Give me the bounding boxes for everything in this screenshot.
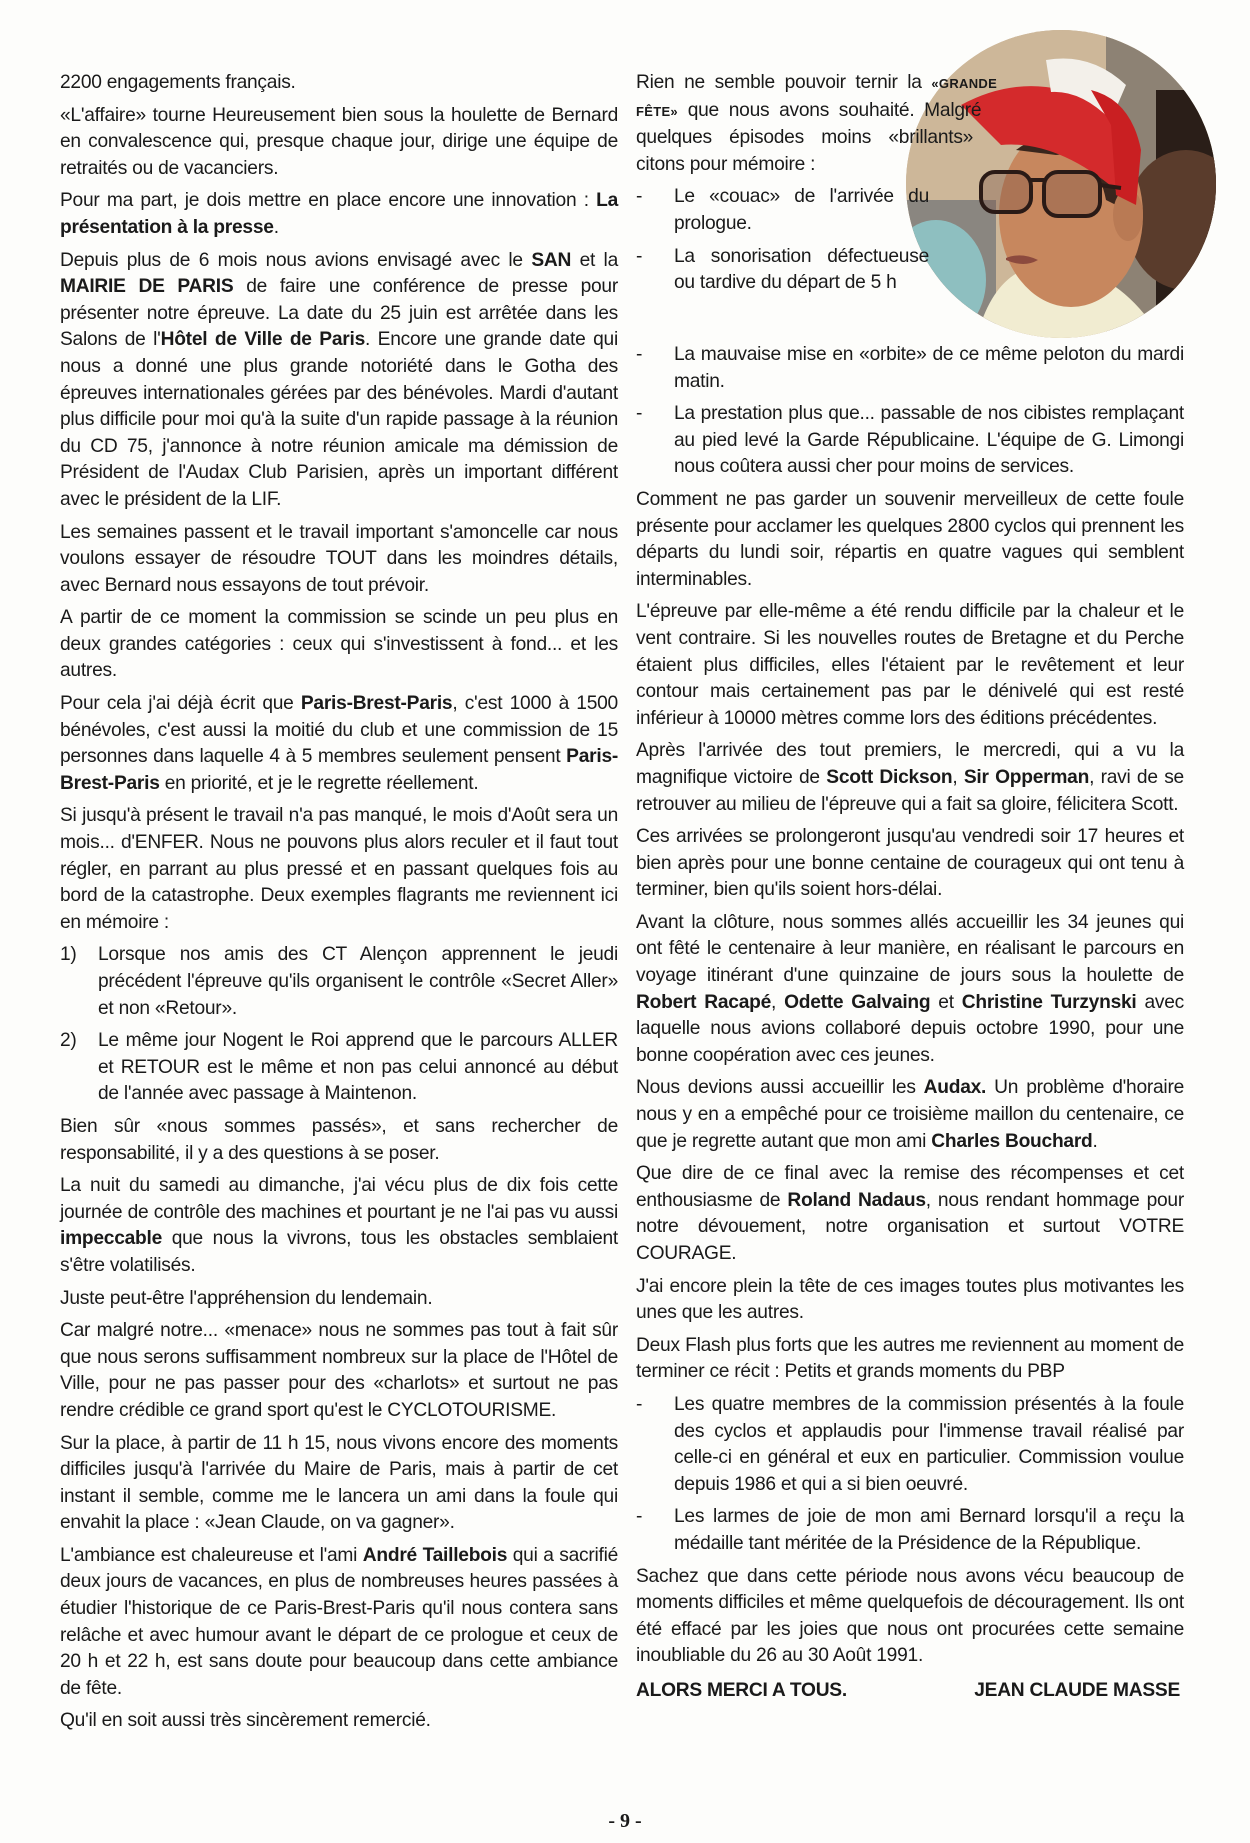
right-column [636,70,1184,1705]
text: . [273,216,279,238]
text: que nous la vivrons, tous les obstacles semblaient s'être volatilisés. [60,1228,618,1276]
text: Un problème d'horaire nous y en a empêché pour ce troisième maillon du centenaire, ce que je regrette autant que mon ami [636,1077,1185,1152]
text: et [930,991,962,1013]
paragraph [60,70,618,97]
paragraph [60,605,618,685]
author-signature: JEAN CLAUDE MASSE [974,1679,1180,1701]
text: Avant la clôture, nous sommes allés accueillir les 34 jeunes qui ont fêté le centenaire à leur manière, en réalisant le parcours en voyage itinérant d'une quinzaine de jours sous la houlette de [636,911,1184,987]
text: Comment ne pas garder un souvenir merveilleux de cette foule présente pour acclamer les quelques 2800 cyclos qui prennent les départs du lundi soir, répartis en quatre vagues qui semblent interminables. [636,488,1184,590]
paragraph [60,520,618,600]
bold-text: La présentation à la presse [60,190,618,238]
text: en priorité, et je le regrette réellement. [159,772,479,794]
dash-item [636,184,929,237]
bold-text: impeccable [60,1228,163,1250]
text: , [771,991,785,1013]
paragraph [636,738,1184,818]
paragraph [636,1274,1184,1327]
text: avec laquelle nous avions collaboré depuis octobre 1990, pour une bonne coopération avec ces jeunes. [636,991,1184,1066]
text: Rien ne semble pouvoir ternir la [636,72,932,93]
paragraph [636,487,1184,593]
bold-text: Roland Nadaus [787,1189,926,1211]
paragraph [636,1161,1184,1267]
text: , [952,766,964,788]
numbered-item [60,1028,618,1108]
item-number: 1) [60,944,77,966]
dash-item [636,244,929,297]
paragraph [60,1286,618,1313]
text: Sachez que dans cette période nous avons vécu beaucoup de moments difficiles et même quelquefois de découragement. Ils ont été effacé par les joies que nous ont procurées cette semaine inoubliable du 26 au 30 Août 1991. [636,1565,1184,1667]
text: , c'est 1000 à 1500 bénévoles, c'est aussi la moitié du club et une commission de 15 personnes dans laquelle 4 à 5 membres seulement pensent [60,693,618,768]
signature-line [636,1678,1184,1705]
text: que nous avons souhaité. Malgré quelques épisodes moins «brillants» citons pour mémoire : [636,99,982,175]
paragraph [636,1075,1184,1155]
paragraph [60,1173,618,1279]
text: et la [571,249,618,271]
item-text: Les larmes de joie de mon ami Bernard lorsqu'il a reçu la médaille tant méritée de la Présidence de la République. [674,1506,1184,1554]
paragraph [60,803,618,936]
text: de faire une conférence de presse pour présenter notre épreuve. La date du 25 juin est arrêtée dans les Salons de l' [60,276,618,351]
text: Deux Flash plus forts que les autres me reviennent au moment de terminer ce récit : Petits et grands moments du PBP [636,1334,1184,1383]
text: qui a sacrifié deux jours de vacances, en plus de nombreuses heures passées à étudier l'historique de ce Paris-Brest-Paris qu'il nous contera sans relâche et avec humour avant le départ de ce prologue et ceux de 20 h et 22 h, est sans doute pour beaucoup dans cette ambiance de fête. [60,1544,619,1699]
dash-marker: - [636,403,643,425]
text: . [1092,1130,1098,1152]
text: J'ai encore plein la tête de ces images toutes plus motivantes les unes que les autres. [636,1275,1184,1324]
text: . Encore une grande date qui nous a donné une plus grande notoriété dans le Gotha des épreuves internationales gérées par des bénévoles. Mardi d'autant plus difficile pour moi qu'à la suite d'un rapide passage à la réunion du CD 75, j'annonce à notre réunion amicale ma démission de Président de l'Audax Club Parisien, après un important différent avec le président de la LIF. [60,329,618,510]
numbered-item [60,942,618,1022]
item-text: Lorsque nos amis des CT Alençon apprennent le jeudi précédent l'épreuve qu'ils organisent le contrôle «Secret Aller» et non «Retour». [98,944,618,1019]
text: Sur la place, à partir de 11 h 15, nous vivons encore des moments difficiles jusqu'à l'arrivée du Maire de Paris, mais à partir de cet instant il semble, comme me le lancera un ami dans la foule qui envahit la place : «Jean Claude, on va gagner». [60,1432,618,1534]
text: L'épreuve par elle-même a été rendu difficile par la chaleur et le vent contraire. Si les nouvelles routes de Bretagne et du Perche étaient plus difficiles, elles l'étaient par le revêtement et leur contour mais certainement pas par le dénivelé qui est resté inférieur à 10000 mètres comme lors des éditions précédentes. [636,601,1184,729]
text: , nous rendant hommage pour notre dévouement, notre organisation et surtout VOTRE COURAGE. [636,1189,1184,1264]
bold-text: Audax. [923,1077,987,1099]
small-caps-text: «GRANDE FÊTE» [636,76,998,119]
text: Que dire de ce final avec la remise des récompenses et cet enthousiasme de [636,1163,1184,1211]
paragraph [60,1114,618,1167]
bold-text: Robert Racapé [636,991,772,1013]
item-number: 2) [60,1030,77,1052]
text: Juste peut-être l'appréhension du lendemain. [60,1287,433,1309]
bold-text: Scott Dickson [826,766,953,788]
item-text: Les quatre membres de la commission présentés à la foule des cyclos et applaudis pour l'immense travail réalisé par celle-ci en général et eux en particulier. Commission voulue depuis 1986 et qui a si bien oeuvré. [674,1393,1184,1495]
paragraph [636,1333,1184,1386]
text: Pour ma part, je dois mettre en place encore une innovation : [60,190,597,212]
text: A partir de ce moment la commission se scinde un peu plus en deux grandes catégories : ceux qui s'investissent à fond... et les autres. [60,607,618,682]
bold-text: SAN [531,249,572,271]
bold-text: André Taillebois [362,1544,508,1566]
dash-marker: - [636,344,643,365]
text: «L'affaire» tourne Heureusement bien sous la houlette de Bernard en convalescence qui, presque chaque jour, dirige une équipe de retraités ou de vacanciers. [60,104,618,179]
paragraph [60,103,618,183]
text: Les semaines passent et le travail important s'amoncelle car nous voulons essayer de résoudre TOUT dans les moindres détails, avec Bernard nous essayons de tout prévoir. [60,521,618,596]
text: , ravi de se retrouver au milieu de l'épreuve qui a fait sa gloire, félicitera Scott. [636,766,1184,815]
text: Bien sûr «nous sommes passés», et sans rechercher de responsabilité, il y a des questions à se poser. [60,1115,618,1164]
bold-text: Charles Bouchard [931,1130,1093,1152]
text: La nuit du samedi au dimanche, j'ai vécu plus de dix fois cette journée de contrôle des machines et pourtant je ne l'ai pas vu aussi [60,1175,618,1223]
paragraph [60,691,618,797]
item-text: La sonorisation défectueuse ou tardive du départ de 5 h [674,245,929,294]
item-text: Le même jour Nogent le Roi apprend que le parcours ALLER et RETOUR est le même et non pas celui annoncé au début de l'année avec passage à Maintenon. [98,1030,618,1105]
dash-marker: - [636,1506,643,1528]
dash-item [636,401,1184,481]
bold-text: MAIRIE DE PARIS [60,276,234,298]
flash-item [636,1392,1184,1498]
item-text: Le «couac» de l'arrivée du prologue. [674,186,929,234]
text: Qu'il en soit aussi très sincèrement remercié. [60,1710,431,1732]
text: L'ambiance est chaleureuse et l'ami [60,1544,363,1566]
bold-text: Hôtel de Ville de Paris [160,329,365,351]
paragraph [60,248,618,514]
paragraph [636,910,1184,1070]
text: Nous devions aussi accueillir les [636,1077,924,1099]
bold-text: Christine Turzynski [961,991,1137,1013]
item-text: La prestation plus que... passable de nos cibistes remplaçant au pied levé la Garde Républicaine. L'équipe de G. Limongi nous coûtera aussi cher pour moins de services. [674,403,1184,478]
dash-marker: - [636,245,643,267]
paragraph [60,1708,618,1735]
text: Après l'arrivée des tout premiers, le mercredi, qui a vu la magnifique victoire de [636,740,1184,788]
page-number: - 9 - [608,1810,642,1832]
paragraph [636,1564,1184,1670]
paragraph [60,1318,618,1424]
item-text: La mauvaise mise en «orbite» de ce même peloton du mardi matin. [674,344,1184,392]
text: 2200 engagements français. [60,72,296,93]
bold-text: Paris-Brest-Paris [300,693,453,715]
paragraph [60,1543,618,1703]
paragraph [636,599,1184,732]
dash-marker: - [636,1393,643,1415]
text: Si jusqu'à présent le travail n'a pas manqué, le mois d'Août sera un mois... d'ENFER. Nous ne pouvons plus alors reculer et il faut tout régler, en parrant au plus pressé et en passant quelques fois au bord de la catastrophe. Deux exemples flagrants me reviennent ici en mémoire : [60,805,618,933]
closing-text: ALORS MERCI A TOUS. [636,1679,847,1701]
left-column [60,70,618,1741]
bold-text: Odette Galvaing [784,991,931,1013]
bold-text: Sir Opperman [963,766,1090,788]
dash-item [636,342,1184,395]
text: Car malgré notre... «menace» nous ne sommes pas tout à fait sûr que nous serons suffisamment nombreux sur la place de l'Hôtel de Ville, pour ne pas passer pour des «charlots» et surtout ne pas rendre crédible ce grand sport qu'est le CYCLOTOURISME. [60,1320,618,1421]
text: Depuis plus de 6 mois nous avions envisagé avec le [60,249,532,271]
dash-marker: - [636,186,643,208]
paragraph [636,824,1184,904]
paragraph [60,188,618,241]
bold-text: Paris-Brest-Paris [60,746,618,794]
paragraph [60,1431,618,1537]
text: Ces arrivées se prolongeront jusqu'au vendredi soir 17 heures et bien après pour une bonne centaine de courageux qui ont tenu à terminer, bien qu'ils soient hors-délai. [636,826,1184,901]
flash-item [636,1504,1184,1557]
text: Pour cela j'ai déjà écrit que [60,693,301,715]
